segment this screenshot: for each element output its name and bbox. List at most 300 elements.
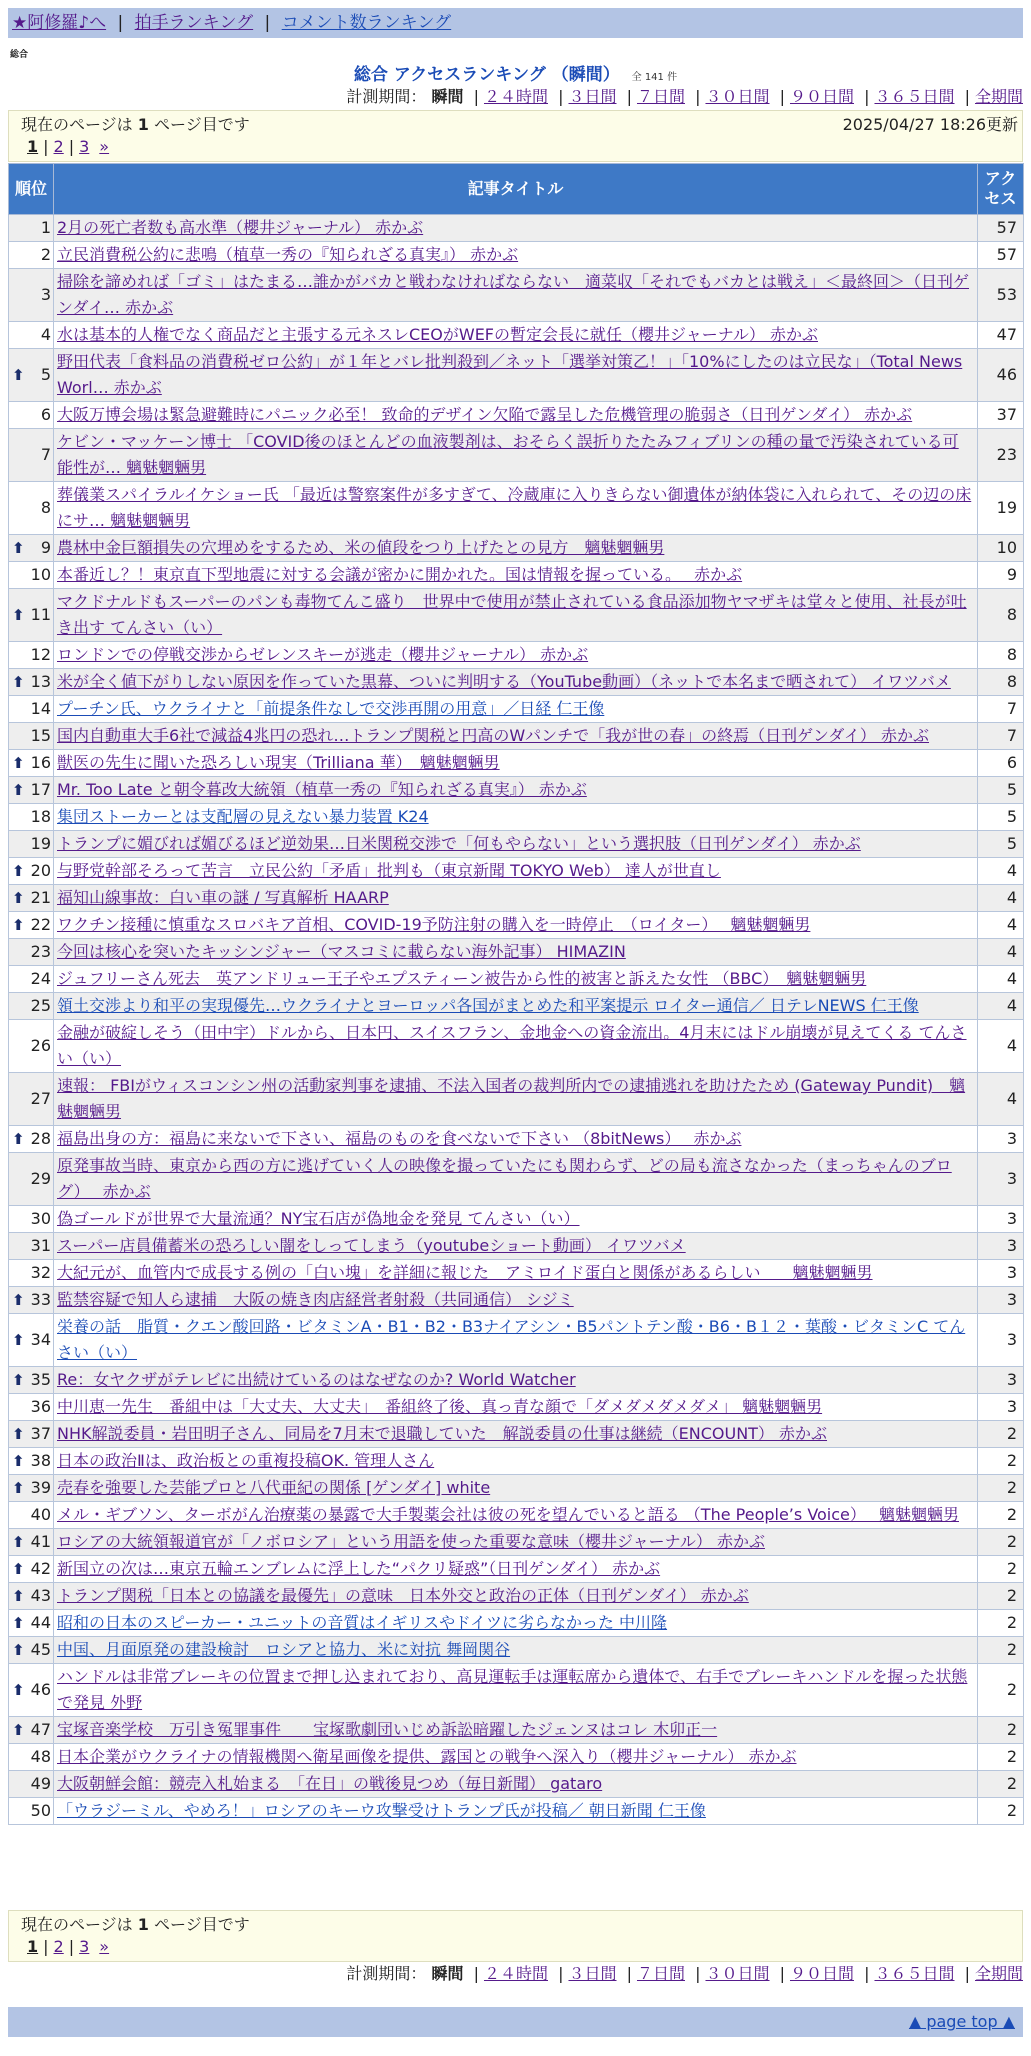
period-current: 瞬間 (431, 1964, 464, 1983)
article-title-link[interactable]: 掃除を諦めれば「ゴミ」はたまる…誰かがバカと戦わなければならない 適菜収「それでもバカとは戦え」＜最終回＞（日刊ゲンダイ… 赤かぶ (57, 272, 970, 317)
rank-number: 34 (30, 1330, 51, 1349)
rank-up-arrow-icon: ⬆ (12, 1721, 25, 1739)
title-cell (54, 589, 978, 642)
access-count: 4 (978, 912, 1024, 939)
table-row (9, 750, 1024, 777)
rank-number: 10 (30, 565, 51, 584)
rank-number: 36 (30, 1397, 51, 1416)
bottom-bar (8, 2007, 1023, 2037)
access-count: 3 (978, 1314, 1024, 1367)
title-cell (54, 1287, 978, 1314)
period-link-30d[interactable]: ３０日間 (705, 87, 770, 106)
pager-page-1[interactable]: 1 (27, 137, 39, 156)
article-title-link[interactable]: マクドナルドもスーパーのパンも毒物てんこ盛り 世界中で使用が禁止されている食品添加物ヤマザキは堂々と使用、社長が吐き出す てんさい（い） (57, 592, 967, 637)
title-cell (54, 1367, 978, 1394)
rank-cell (9, 322, 54, 349)
table-row (9, 1798, 1024, 1825)
rank-number: 33 (30, 1290, 51, 1309)
title-cell (54, 1610, 978, 1637)
article-title-link[interactable]: 福知山線事故：白い車の謎 / 写真解析 HAARP (57, 888, 389, 907)
article-title-link[interactable]: 金融が破綻しそう（田中宇）ドルから、日本円、スイスフラン、金地金への資金流出。4月末にはドル崩壊が見えてくる てんさい（い） (57, 1023, 967, 1068)
clap-ranking-link[interactable]: 拍手ランキング (134, 13, 254, 33)
rank-cell (9, 1314, 54, 1367)
rank-cell (9, 1020, 54, 1073)
access-count: 5 (978, 804, 1024, 831)
table-row (9, 402, 1024, 429)
article-title-link[interactable]: 日本の政治Ⅱは、政治板との重複投稿OK. 管理人さん (57, 1451, 435, 1470)
title-cell (54, 1421, 978, 1448)
rank-cell (9, 1717, 54, 1744)
access-count: 2 (978, 1798, 1024, 1825)
rank-cell (9, 1126, 54, 1153)
rank-number: 4 (40, 325, 51, 344)
rank-number: 44 (30, 1613, 51, 1632)
rank-number: 38 (30, 1451, 51, 1470)
article-title-link[interactable]: 宝塚音楽学校 万引き冤罪事件 宝塚歌劇団いじめ訴訟暗躍したジェンヌはコレ 木卯正一 (57, 1720, 718, 1739)
current-page-line: 現在のページは 1 ページ目です (21, 115, 250, 134)
rank-cell (9, 966, 54, 993)
rank-number: 8 (40, 498, 51, 517)
title-cell (54, 242, 978, 269)
article-title-link[interactable]: 集団ストーカーとは支配層の見えない暴力装置 K24 (57, 807, 429, 826)
rank-cell (9, 1583, 54, 1610)
access-count: 8 (978, 589, 1024, 642)
title-cell (54, 1448, 978, 1475)
table-row (9, 696, 1024, 723)
table-row (9, 1771, 1024, 1798)
article-title-link[interactable]: トランプ関税「日本との協議を最優先」の意味 日本外交と政治の正体（日刊ゲンダイ） 赤かぶ (57, 1586, 749, 1605)
article-title-link[interactable]: 原発事故当時、東京から西の方に逃げていく人の映像を撮っていたにも関わらず、どの局も流さなかった（まっちゃんのブログ） 赤かぶ (57, 1156, 952, 1201)
period-link-24h[interactable]: ２４時間 (483, 87, 548, 106)
article-title-link[interactable]: 野田代表「食料品の消費税ゼロ公約」が１年とバレ批判殺到／ネット「選挙対策乙！」「10%にしたのは立民な」（Total News Worl… 赤かぶ (57, 352, 963, 397)
period-link-all[interactable]: 全期間 (974, 87, 1023, 106)
period-link-365d[interactable]: ３６５日間 (874, 1964, 955, 1983)
article-title-link[interactable]: 中国、月面原発の建設検討 ロシアと協力、米に対抗 舞岡関谷 (57, 1640, 511, 1659)
rank-up-arrow-icon: ⬆ (12, 781, 25, 799)
ranking-table (8, 163, 1024, 1825)
article-title-link[interactable]: 速報： FBIがウィスコンシン州の活動家判事を逮捕、不法入国者の裁判所内での逮捕逃れを助けたため (Gateway Pundit) 魑魅魍魎男 (57, 1076, 966, 1121)
article-title-link[interactable]: 大阪朝鮮会館：競売入札始まる 「在日」の戦後見つめ（毎日新聞） gataro (57, 1774, 603, 1793)
article-title-link[interactable]: 栄養の話 脂質・クエン酸回路・ビタミンA・B1・B2・B3ナイアシン・B5パントテン酸・B6・B１２・葉酸・ビタミンC てんさい（い） (57, 1317, 966, 1362)
rank-cell (9, 912, 54, 939)
access-count: 4 (978, 1020, 1024, 1073)
title-cell (54, 1126, 978, 1153)
nav-separator: | (264, 13, 271, 33)
period-link-3d[interactable]: ３日間 (568, 1964, 617, 1983)
rank-number: 20 (30, 861, 51, 880)
rank-up-arrow-icon: ⬆ (12, 1291, 25, 1309)
title-cell (54, 1502, 978, 1529)
title-cell (54, 482, 978, 535)
title-cell (54, 1529, 978, 1556)
access-count: 7 (978, 723, 1024, 750)
rank-cell (9, 939, 54, 966)
rank-cell (9, 858, 54, 885)
rank-cell (9, 1798, 54, 1825)
rank-number: 32 (30, 1263, 51, 1282)
article-title-link[interactable]: トランプに媚びれば媚びるほど逆効果…日米関税交渉で「何もやらない」という選択肢（日刊ゲンダイ） 赤かぶ (57, 834, 861, 853)
article-title-link[interactable]: 農林中金巨額損失の穴埋めをするため、米の値段をつり上げたとの見方 魑魅魍魎男 (57, 538, 665, 557)
table-row (9, 858, 1024, 885)
rank-cell (9, 215, 54, 242)
access-count: 2 (978, 1583, 1024, 1610)
article-title-link[interactable]: スーパー店員備蓄米の恐ろしい闇をしってしまう（youtubeショート動画） イワツバメ (57, 1236, 686, 1255)
rank-number: 5 (40, 365, 51, 384)
rank-cell (9, 1260, 54, 1287)
rank-cell (9, 750, 54, 777)
period-link-24h[interactable]: ２４時間 (483, 1964, 548, 1983)
current-page-line: 現在のページは 1 ページ目です (21, 1915, 250, 1934)
access-count: 10 (978, 535, 1024, 562)
pager-page-2[interactable]: 2 (53, 1937, 64, 1956)
article-title-link[interactable]: 新国立の次は…東京五輪エンブレムに浮上した“パクリ疑惑”（日刊ゲンダイ） 赤かぶ (57, 1559, 661, 1578)
pager-page-3[interactable]: 3 (79, 137, 90, 156)
article-title-link[interactable]: ハンドルは非常ブレーキの位置まで押し込まれており、高見運転手は運転席から遺体で、右手でブレーキハンドルを握った状態で発見 外野 (57, 1667, 968, 1712)
rank-cell (9, 804, 54, 831)
table-row (9, 269, 1024, 322)
table-header-row (9, 164, 1024, 215)
period-current: 瞬間 (431, 87, 464, 106)
rank-cell (9, 777, 54, 804)
article-title-link[interactable]: 大紀元が、血管内で成長する例の「白い塊」を詳細に報じた アミロイド蛋白と関係があるらしい 魑魅魍魎男 (57, 1263, 873, 1282)
table-row (9, 939, 1024, 966)
rank-cell (9, 562, 54, 589)
rank-up-arrow-icon: ⬆ (12, 889, 25, 907)
pager-next[interactable]: » (99, 137, 110, 156)
rank-number: 40 (30, 1505, 51, 1524)
table-row (9, 777, 1024, 804)
rank-cell (9, 269, 54, 322)
table-row (9, 993, 1024, 1020)
access-count: 2 (978, 1717, 1024, 1744)
table-row (9, 1556, 1024, 1583)
article-title-link[interactable]: 売春を強要した芸能プロと八代亜紀の関係 [ゲンダイ] white (57, 1478, 491, 1497)
total-count: 全 141 件 (631, 72, 678, 83)
rank-up-arrow-icon: ⬆ (12, 1479, 25, 1497)
rank-number: 23 (30, 942, 51, 961)
rank-up-arrow-icon: ⬆ (12, 862, 25, 880)
rank-up-arrow-icon: ⬆ (12, 1130, 25, 1148)
table-row (9, 1314, 1024, 1367)
access-count: 19 (978, 482, 1024, 535)
title-cell (54, 750, 978, 777)
article-title-link[interactable]: 米が全く値下がりしない原因を作っていた黒幕、ついに判明する（YouTube動画）（ネットで本名まで晒されて） イワツバメ (57, 672, 951, 691)
access-count: 3 (978, 1233, 1024, 1260)
access-count: 3 (978, 1126, 1024, 1153)
title-cell (54, 1556, 978, 1583)
rank-number: 21 (30, 888, 51, 907)
rank-up-arrow-icon: ⬆ (12, 916, 25, 934)
title-cell (54, 1583, 978, 1610)
access-count: 57 (978, 242, 1024, 269)
title-cell (54, 402, 978, 429)
access-count: 9 (978, 562, 1024, 589)
rank-cell (9, 1744, 54, 1771)
title-cell (54, 939, 978, 966)
title-cell (54, 885, 978, 912)
rank-number: 18 (30, 807, 51, 826)
rank-number: 45 (30, 1640, 51, 1659)
article-title-link[interactable]: 獣医の先生に聞いた恐ろしい現実（Trilliana 華） 魑魅魍魎男 (57, 753, 500, 772)
table-row (9, 831, 1024, 858)
table-row (9, 1126, 1024, 1153)
rank-number: 12 (30, 645, 51, 664)
article-title-link[interactable]: 今回は核心を突いたキッシンジャー（マスコミに載らない海外記事） HIMAZIN (57, 942, 626, 961)
article-title-link[interactable]: 監禁容疑で知人ら逮捕 大阪の焼き肉店経営者射殺（共同通信） シジミ (57, 1290, 574, 1309)
page-top-link[interactable]: ▲ page top ▲ (908, 2012, 1015, 2031)
access-count: 2 (978, 1448, 1024, 1475)
period-label: 計測期間： (346, 1964, 427, 1983)
title-cell (54, 349, 978, 402)
table-row (9, 1583, 1024, 1610)
rank-cell (9, 482, 54, 535)
period-link-all[interactable]: 全期間 (974, 1964, 1023, 1983)
access-count: 8 (978, 642, 1024, 669)
article-title-link[interactable]: メル・ギブソン、ターボがん治療薬の暴露で大手製薬会社は彼の死を望んでいると語る （The People’s Voice） 魑魅魍魎男 (57, 1505, 959, 1524)
article-title-link[interactable]: 領土交渉より和平の実現優先…ウクライナとヨーロッパ各国がまとめた和平案提示 ロイター通信／ 日テレNEWS 仁王像 (57, 996, 919, 1015)
nav-separator: | (117, 13, 124, 33)
title-cell (54, 269, 978, 322)
access-count: 4 (978, 1073, 1024, 1126)
access-count: 2 (978, 1421, 1024, 1448)
title-cell (54, 1717, 978, 1744)
pager-next[interactable]: » (99, 1937, 110, 1956)
rank-up-arrow-icon: ⬆ (12, 1681, 25, 1699)
rank-number: 6 (40, 405, 51, 424)
rank-cell (9, 993, 54, 1020)
access-header: アクセス (978, 164, 1024, 215)
access-count: 37 (978, 402, 1024, 429)
title-cell (54, 966, 978, 993)
table-row (9, 1367, 1024, 1394)
rank-number: 39 (30, 1478, 51, 1497)
article-title-link[interactable]: 中川恵一先生 番組中は「大丈夫、大丈夫」 番組終了後、真っ青な顔で「ダメダメダメダメ」 魑魅魍魎男 (57, 1397, 823, 1416)
access-count: 47 (978, 322, 1024, 349)
access-count: 46 (978, 349, 1024, 402)
title-cell (54, 1260, 978, 1287)
rank-up-arrow-icon: ⬆ (12, 1452, 25, 1470)
rank-number: 3 (40, 285, 51, 304)
rank-number: 49 (30, 1774, 51, 1793)
rank-up-arrow-icon: ⬆ (12, 1533, 25, 1551)
rank-cell (9, 723, 54, 750)
article-title-link[interactable]: ジュフリーさん死去 英アンドリュー王子やエプスティーン被告から性的被害と訴えた女性 （BBC） 魑魅魍魎男 (57, 969, 867, 988)
article-title-link[interactable]: ワクチン接種に慎重なスロバキア首相、COVID-19予防注射の購入を一時停止 （ロイター） 魑魅魍魎男 (57, 915, 811, 934)
home-link[interactable]: ★阿修羅♪へ (12, 13, 107, 33)
table-row (9, 1717, 1024, 1744)
table-row (9, 562, 1024, 589)
rank-number: 31 (30, 1236, 51, 1255)
rank-cell (9, 349, 54, 402)
article-title-link[interactable]: 昭和の日本のスピーカー・ユニットの音質はイギリスやドイツに劣らなかった 中川隆 (57, 1613, 668, 1632)
title-cell (54, 1020, 978, 1073)
rank-header: 順位 (9, 164, 54, 215)
rank-number: 26 (30, 1036, 51, 1055)
article-title-link[interactable]: 葬儀業スパイラルイケショー氏 「最近は警察案件が多すぎて、冷蔵庫に入りきらない御遺体が納体袋に入れられて、その辺の床にサ… 魑魅魍魎男 (57, 485, 972, 530)
rank-up-arrow-icon: ⬆ (12, 606, 25, 624)
rank-cell (9, 1287, 54, 1314)
rank-number: 16 (30, 753, 51, 772)
title-cell (54, 1475, 978, 1502)
rank-number: 28 (30, 1129, 51, 1148)
table-row (9, 1394, 1024, 1421)
rank-cell (9, 1206, 54, 1233)
article-title-link[interactable]: ロシアの大統領報道官が「ノボロシア」という用語を使った重要な意味（櫻井ジャーナル） 赤かぶ (57, 1532, 765, 1551)
rank-cell (9, 589, 54, 642)
article-title-link[interactable]: NHK解説委員・岩田明子さん、同局を7月末で退職していた 解説委員の仕事は継続（ENCOUNT） 赤かぶ (57, 1424, 828, 1443)
pager-page-3[interactable]: 3 (79, 1937, 90, 1956)
comment-ranking-link[interactable]: コメント数ランキング (281, 13, 452, 33)
rank-number: 35 (30, 1370, 51, 1389)
rank-cell (9, 1556, 54, 1583)
access-count: 3 (978, 1260, 1024, 1287)
title-cell (54, 429, 978, 482)
title-cell (54, 1798, 978, 1825)
table-row (9, 1664, 1024, 1717)
article-title-link[interactable]: 水は基本的人権でなく商品だと主張する元ネスレCEOがWEFの暫定会長に就任（櫻井ジャーナル） 赤かぶ (57, 325, 818, 344)
title-cell (54, 831, 978, 858)
article-title-link[interactable]: Re：女ヤクザがテレビに出続けているのはなぜなのか? World Watcher (57, 1370, 576, 1389)
article-title-link[interactable]: プーチン氏、ウクライナと「前提条件なしで交渉再開の用意」／日経 仁王像 (57, 699, 605, 718)
rank-up-arrow-icon: ⬆ (12, 1425, 25, 1443)
access-count: 2 (978, 1664, 1024, 1717)
table-row (9, 1287, 1024, 1314)
table-row (9, 1448, 1024, 1475)
rank-cell (9, 696, 54, 723)
pager-page-2[interactable]: 2 (53, 137, 64, 156)
pager-page-1[interactable]: 1 (27, 1937, 39, 1956)
article-title-link[interactable]: ケビン・マッケーン博士 「COVID後のほとんどの血液製剤は、おそらく誤折りたたみフィブリンの種の量で汚染されている可能性が… 魑魅魍魎男 (57, 432, 959, 477)
article-title-link[interactable]: 与野党幹部そろって苦言 立民公約「矛盾」批判も（東京新聞 TOKYO Web） 達人が世直し (57, 861, 721, 880)
title-cell (54, 1153, 978, 1206)
article-title-link[interactable]: 日本企業がウクライナの情報機関へ衛星画像を提供、露国との戦争へ深入り（櫻井ジャーナル） 赤かぶ (57, 1747, 797, 1766)
rank-up-arrow-icon: ⬆ (12, 539, 25, 557)
rank-cell (9, 1610, 54, 1637)
period-link-90d[interactable]: ９０日間 (789, 87, 854, 106)
rank-up-arrow-icon: ⬆ (12, 754, 25, 772)
rank-number: 15 (30, 726, 51, 745)
access-count: 4 (978, 939, 1024, 966)
rank-cell (9, 1664, 54, 1717)
article-title-link[interactable]: 偽ゴールドが世界で大量流通？NY宝石店が偽地金を発見 てんさい（い） (57, 1209, 580, 1228)
rank-number: 42 (30, 1559, 51, 1578)
access-count: 57 (978, 215, 1024, 242)
rank-up-arrow-icon: ⬆ (12, 1587, 25, 1605)
table-row (9, 804, 1024, 831)
title-cell (54, 1664, 978, 1717)
table-row (9, 1637, 1024, 1664)
access-count: 2 (978, 1771, 1024, 1798)
access-count: 4 (978, 885, 1024, 912)
article-title-link[interactable]: 立民消費税公約に悲鳴（植草一秀の『知られざる真実』） 赤かぶ (57, 245, 519, 264)
article-title-link[interactable]: ロンドンでの停戦交渉からゼレンスキーが逃走（櫻井ジャーナル） 赤かぶ (57, 645, 589, 664)
rank-number: 43 (30, 1586, 51, 1605)
page-title-text: 総合 アクセスランキング （瞬間） (353, 65, 620, 85)
rank-cell (9, 1073, 54, 1126)
period-link-365d[interactable]: ３６５日間 (874, 87, 955, 106)
table-row (9, 349, 1024, 402)
rank-number: 24 (30, 969, 51, 988)
access-count: 3 (978, 1153, 1024, 1206)
period-link-3d[interactable]: ３日間 (568, 87, 617, 106)
rank-number: 25 (30, 996, 51, 1015)
title-header: 記事タイトル (54, 164, 978, 215)
title-cell (54, 535, 978, 562)
access-count: 3 (978, 1394, 1024, 1421)
access-count: 3 (978, 1367, 1024, 1394)
title-cell (54, 669, 978, 696)
title-cell (54, 912, 978, 939)
rank-up-arrow-icon: ⬆ (12, 1560, 25, 1578)
rank-cell (9, 1529, 54, 1556)
table-row (9, 215, 1024, 242)
title-cell (54, 804, 978, 831)
period-link-90d[interactable]: ９０日間 (789, 1964, 854, 1983)
top-nav-bar (8, 8, 1023, 38)
rank-cell (9, 1502, 54, 1529)
title-cell (54, 215, 978, 242)
access-count: 2 (978, 1610, 1024, 1637)
article-title-link[interactable]: Mr. Too Late と朝令暮改大統領（植草一秀の『知られざる真実』） 赤かぶ (57, 780, 587, 799)
rank-cell (9, 1153, 54, 1206)
period-link-7d[interactable]: ７日間 (636, 1964, 685, 1983)
article-title-link[interactable]: 「ウラジーミル、やめろ！」ロシアのキーウ攻撃受けトランプ氏が投稿／ 朝日新聞 仁王像 (57, 1801, 706, 1820)
title-cell (54, 1233, 978, 1260)
rank-number: 13 (30, 672, 51, 691)
rank-number: 30 (30, 1209, 51, 1228)
access-count: 3 (978, 1287, 1024, 1314)
title-cell (54, 723, 978, 750)
table-row (9, 966, 1024, 993)
rank-up-arrow-icon: ⬆ (12, 1641, 25, 1659)
rank-number: 14 (30, 699, 51, 718)
period-link-30d[interactable]: ３０日間 (705, 1964, 770, 1983)
rank-number: 47 (30, 1720, 51, 1739)
rank-number: 1 (40, 218, 51, 237)
access-count: 2 (978, 1744, 1024, 1771)
rank-number: 17 (30, 780, 51, 799)
article-title-link[interactable]: 本番近し？！東京直下型地震に対する会議が密かに開かれた。国は情報を握っている。 赤かぶ (57, 565, 743, 584)
title-cell (54, 1206, 978, 1233)
table-row (9, 429, 1024, 482)
access-count: 6 (978, 750, 1024, 777)
rank-number: 9 (40, 538, 51, 557)
rank-cell (9, 242, 54, 269)
ranking-body (9, 215, 1024, 1825)
rank-cell (9, 642, 54, 669)
access-count: 5 (978, 831, 1024, 858)
table-row (9, 1529, 1024, 1556)
table-row (9, 1073, 1024, 1126)
pager-top: 1 | 2 | 3 » (27, 137, 110, 156)
update-timestamp: 2025/04/27 18:26更新 (842, 115, 1018, 134)
rank-up-arrow-icon: ⬆ (12, 1371, 25, 1389)
table-row (9, 1744, 1024, 1771)
rank-cell (9, 402, 54, 429)
title-cell (54, 642, 978, 669)
period-link-7d[interactable]: ７日間 (636, 87, 685, 106)
rank-number: 27 (30, 1089, 51, 1108)
page-info-bottom (8, 1910, 1023, 1962)
article-title-link[interactable]: 国内自動車大手6社で減益4兆円の恐れ…トランプ関税と円高のWパンチで「我が世の春」の終焉（日刊ゲンダイ） 赤かぶ (57, 726, 929, 745)
period-selector-bottom: 計測期間： 瞬間 | ２４時間 | ３日間 | ７日間 | ３０日間 | ９０日間 | ３６５日間 | 全期間 (346, 1964, 1023, 1983)
article-title-link[interactable]: 大阪万博会場は緊急避難時にパニック必至！ 致命的デザイン欠陥で露呈した危機管理の脆弱さ（日刊ゲンダイ） 赤かぶ (57, 405, 913, 424)
access-count: 23 (978, 429, 1024, 482)
article-title-link[interactable]: 福島出身の方：福島に来ないで下さい、福島のものを食べないで下さい （8bitNews） 赤かぶ (57, 1129, 742, 1148)
table-row (9, 642, 1024, 669)
rank-cell (9, 429, 54, 482)
article-title-link[interactable]: 2月の死亡者数も高水準（櫻井ジャーナル） 赤かぶ (57, 218, 424, 237)
